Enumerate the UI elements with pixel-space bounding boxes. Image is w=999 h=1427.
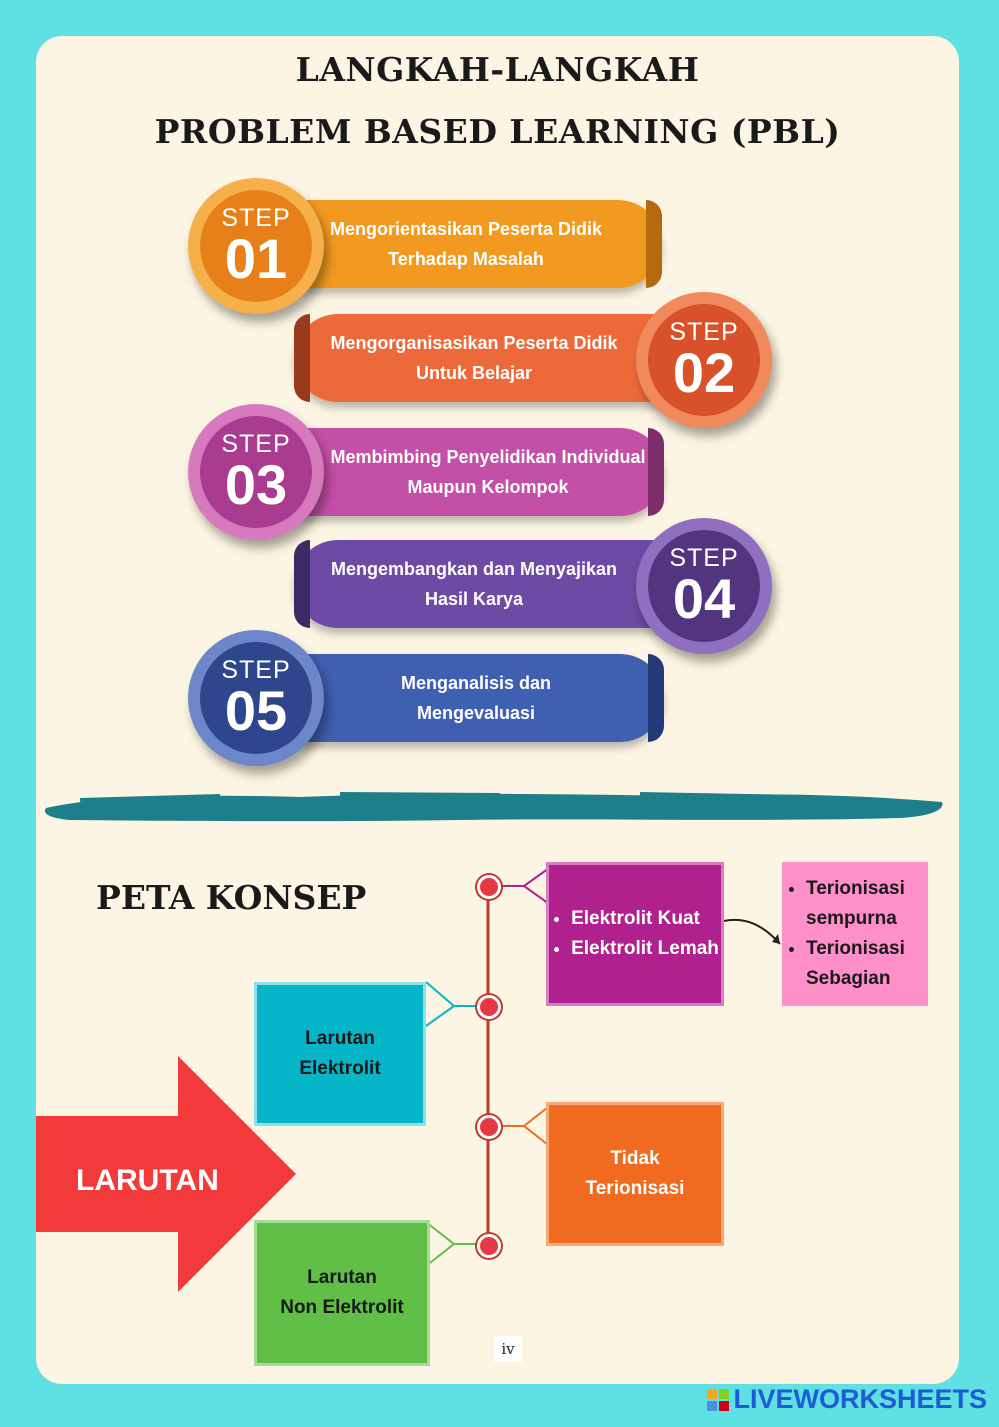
page-number: iv	[494, 1336, 522, 1362]
connector-node-4	[477, 1234, 501, 1258]
type-weak: • Elektrolit Lemah	[571, 934, 719, 964]
electrolyte-box: Larutan Elektrolit	[254, 982, 426, 1126]
step-05-text: Menganalisis dan Mengevaluasi	[400, 673, 552, 723]
ionization-complete: • Terionisasi sempurna	[806, 874, 928, 934]
connector-node-2	[477, 995, 501, 1019]
title-line-1: LANGKAH-LANGKAH	[295, 50, 700, 89]
electrolyte-types-box	[546, 862, 724, 1006]
step-01-number: 01	[224, 227, 288, 290]
worksheet-card	[36, 36, 959, 1384]
footer-brand[interactable]	[707, 1384, 987, 1415]
footer-brand-text: LIVEWORKSHEETS	[733, 1384, 987, 1414]
step-04-text: Mengembangkan dan Menyajikan Hasil Karya	[330, 559, 618, 609]
liveworksheets-logo-icon	[707, 1389, 729, 1411]
step-04-label: STEP	[669, 544, 739, 572]
ionization-partial: • Terionisasi Sebagian	[806, 934, 928, 994]
type-strong: • Elektrolit Kuat	[571, 904, 719, 934]
ionization-box	[782, 862, 928, 1006]
step-05-number: 05	[224, 679, 288, 742]
root-label: LARUTAN	[76, 1164, 219, 1197]
step-02-number: 02	[672, 341, 736, 404]
step-03-number: 03	[224, 453, 288, 516]
title-line-2: PROBLEM BASED LEARNING (PBL)	[154, 112, 841, 151]
step-03-label: STEP	[221, 430, 291, 458]
step-01-label: STEP	[221, 204, 291, 232]
step-05-label: STEP	[221, 656, 291, 684]
step-02-label: STEP	[669, 318, 739, 346]
step-03-text: Membimbing Penyelidikan Individual Maupun Kelompok	[330, 447, 646, 497]
step-02-text: Mengorganisasikan Peserta Didik Untuk Belajar	[330, 333, 618, 383]
concept-map-title: PETA KONSEP	[96, 878, 367, 917]
not-ionized-box: Tidak Terionisasi	[546, 1102, 724, 1246]
step-04-number: 04	[672, 567, 736, 630]
connector-node-3	[477, 1115, 501, 1139]
connector-node-1	[477, 875, 501, 899]
step-01-text: Mengorientasikan Peserta Didik Terhadap Masalah	[329, 219, 603, 269]
non-electrolyte-box: Larutan Non Elektrolit	[254, 1220, 430, 1366]
